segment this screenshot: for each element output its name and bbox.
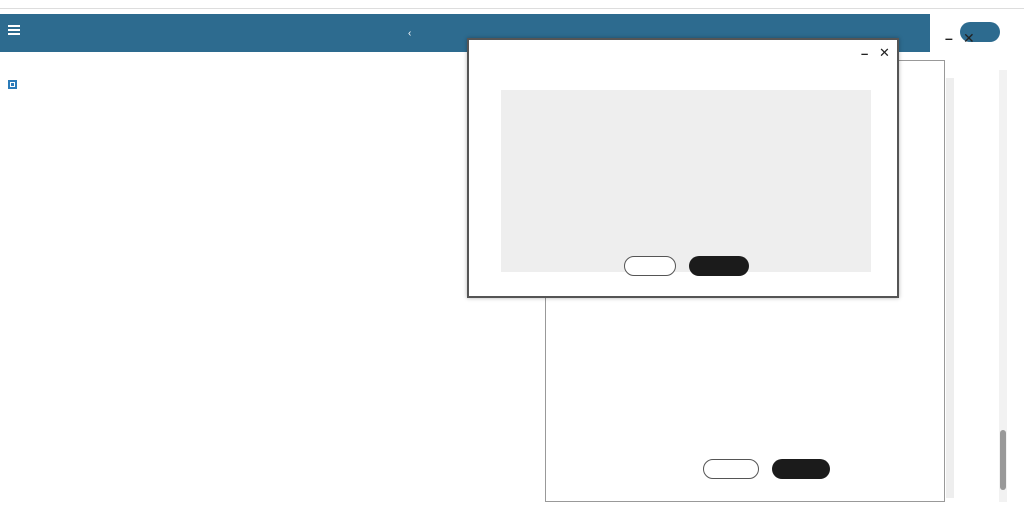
reference-modal (467, 38, 899, 298)
balance-sheet-link[interactable] (8, 80, 21, 89)
done-button-bg[interactable] (772, 459, 830, 479)
done-button[interactable] (689, 256, 749, 276)
print-button[interactable] (624, 256, 676, 276)
print-button-bg[interactable] (703, 459, 759, 479)
modal-minimize-icon[interactable]: – (861, 46, 869, 61)
page-scrollbar-thumb[interactable] (1000, 430, 1006, 490)
sales-budget-table (501, 90, 871, 272)
modal-close-icon[interactable]: ✕ (879, 45, 890, 60)
panel-scrollbar[interactable] (946, 78, 954, 498)
top-strip (0, 0, 1024, 9)
close-icon[interactable]: ✕ (963, 30, 975, 46)
table-icon[interactable] (8, 80, 17, 89)
minimize-icon[interactable]: – (945, 30, 953, 46)
menu-icon[interactable] (8, 25, 20, 35)
chevron-left-icon[interactable]: ‹ (408, 28, 412, 39)
